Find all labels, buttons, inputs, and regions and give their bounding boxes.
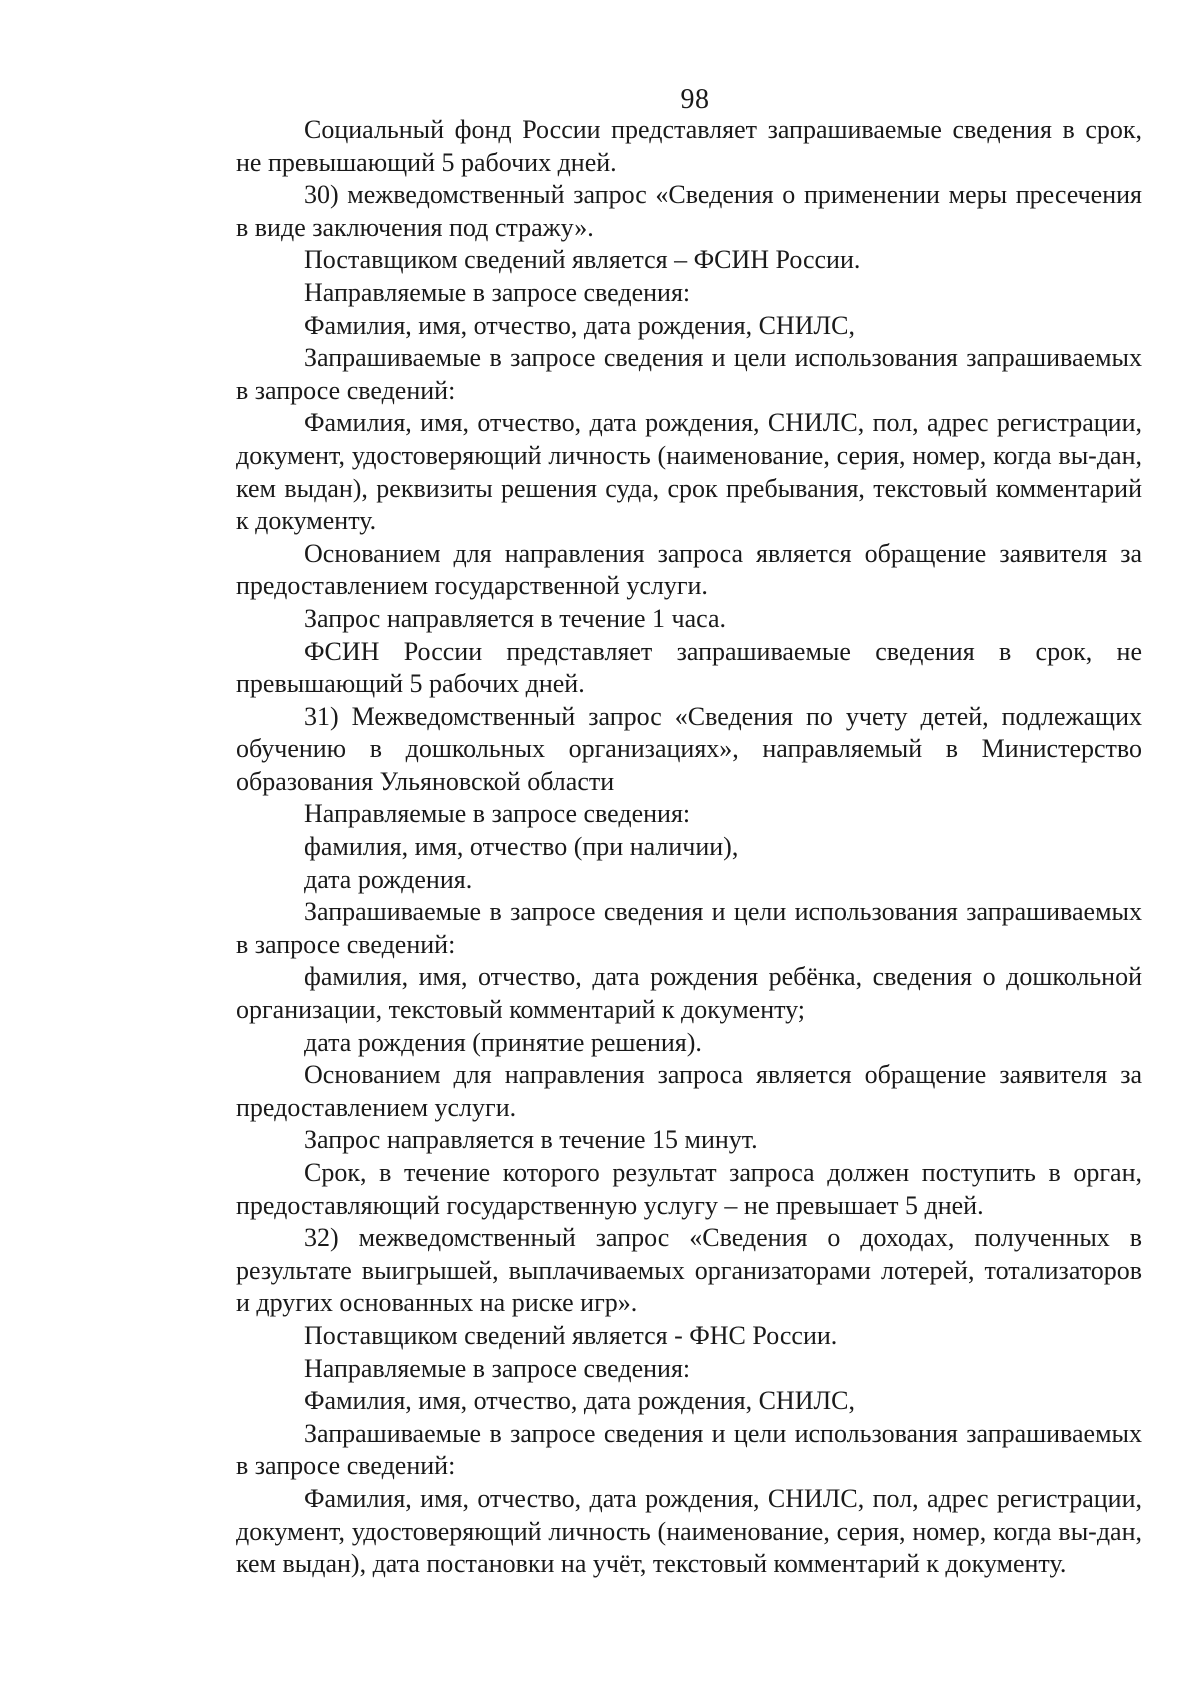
paragraph: 32) межведомственный запрос «Сведения о доходах, полученных в результате выигрышей, выплачиваемых организаторами лотерей, тотализаторов и других основанных на риске игр».: [236, 1223, 1142, 1318]
paragraph: Запрос направляется в течение 1 часа.: [304, 603, 727, 633]
paragraph: Направляемые в запросе сведения:: [304, 277, 691, 307]
paragraph: дата рождения (принятие решения).: [304, 1027, 702, 1057]
paragraph: Фамилия, имя, отчество, дата рождения, СНИЛС, пол, адрес регистрации, документ, удостоверяющий личность (наименование, серия, номер, когда вы-дан, кем выдан), реквизиты решения суда, срок пребывания, текстовый комментарий к документу.: [236, 408, 1142, 536]
paragraph: Поставщиком сведений является – ФСИН России.: [304, 245, 861, 275]
paragraph: 31) Межведомственный запрос «Сведения по учету детей, подлежащих обучению в дошкольных организациях», направляемый в Министерство образования Ульяновской области: [236, 701, 1142, 796]
paragraph: ФСИН России представляет запрашиваемые сведения в срок, не превышающий 5 рабочих дней.: [236, 636, 1142, 699]
paragraph: Поставщиком сведений является - ФНС России.: [304, 1320, 838, 1350]
paragraph: фамилия, имя, отчество, дата рождения ребёнка, сведения о дошкольной организации, текстовый комментарий к документу;: [236, 962, 1142, 1025]
paragraph: Социальный фонд России представляет запрашиваемые сведения в срок, не превышающий 5 рабочих дней.: [236, 115, 1142, 177]
paragraph: Направляемые в запросе сведения:: [304, 799, 691, 829]
paragraph: Основанием для направления запроса является обращение заявителя за предоставлением государственной услуги.: [236, 538, 1142, 601]
paragraph: 30) межведомственный запрос «Сведения о применении меры пресечения в виде заключения под стражу».: [236, 180, 1142, 242]
paragraph: Фамилия, имя, отчество, дата рождения, СНИЛС,: [304, 1386, 855, 1416]
paragraph: Направляемые в запросе сведения:: [304, 1353, 691, 1383]
document-body: [236, 114, 1142, 1581]
paragraph: Фамилия, имя, отчество, дата рождения, СНИЛС, пол, адрес регистрации, документ, удостоверяющий личность (наименование, серия, номер, когда вы-дан, кем выдан), дата постановки на учёт, текстовый комментарий к документу.: [236, 1483, 1142, 1579]
paragraph: фамилия, имя, отчество (при наличии),: [304, 832, 739, 862]
paragraph: Запрашиваемые в запросе сведения и цели использования запрашиваемых в запросе сведений:: [236, 343, 1142, 405]
paragraph: Запрашиваемые в запросе сведения и цели использования запрашиваемых в запросе сведений:: [236, 1418, 1142, 1481]
paragraph: Фамилия, имя, отчество, дата рождения, СНИЛС,: [304, 310, 855, 340]
paragraph: Запрашиваемые в запросе сведения и цели использования запрашиваемых в запросе сведений:: [236, 897, 1142, 959]
paragraph: Запрос направляется в течение 15 минут.: [304, 1125, 758, 1155]
page-number: 98: [680, 84, 710, 115]
paragraph: дата рождения.: [304, 864, 473, 894]
paragraph: Срок, в течение которого результат запроса должен поступить в орган, предоставляющий государственную услугу – не превышает 5 дней.: [236, 1158, 1142, 1220]
paragraph: Основанием для направления запроса является обращение заявителя за предоставлением услуги.: [236, 1060, 1142, 1122]
